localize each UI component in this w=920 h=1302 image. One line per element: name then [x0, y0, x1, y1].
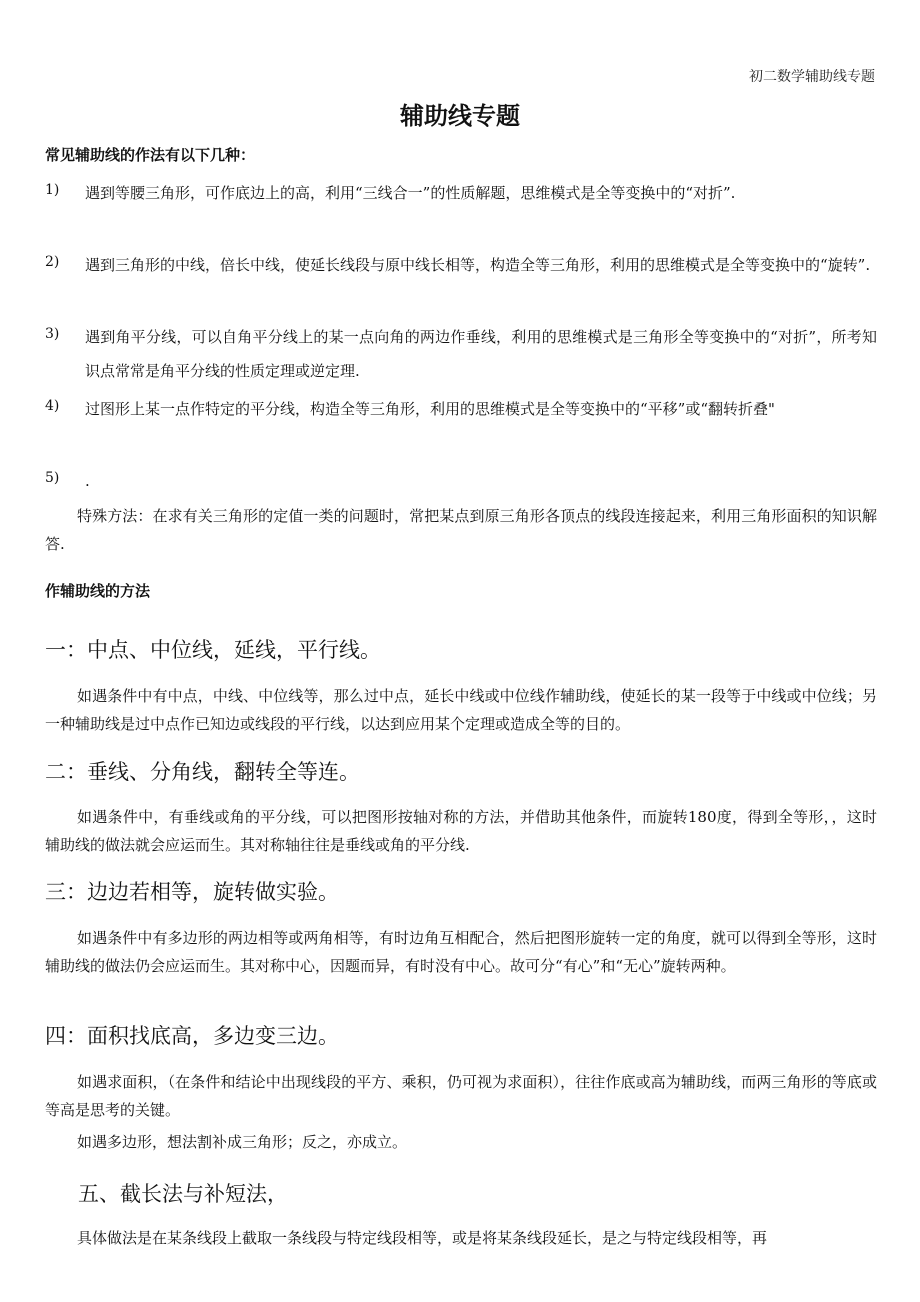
- list-text: 遇到三角形的中线，倍长中线，使延长线段与原中线长相等，构造全等三角形，利用的思维模式是全等变换中的“旋转”.: [85, 256, 871, 274]
- methods-heading: 作辅助线的方法: [45, 582, 151, 600]
- list-item: [45, 464, 877, 498]
- section-heading: 三：边边若相等，旋转做实验。: [45, 880, 339, 904]
- list-text: 遇到角平分线，可以自角平分线上的某一点向角的两边作垂线，利用的思维模式是三角形全等变换中的“对折”，所考知识点常常是角平分线的性质定理或逆定理.: [85, 328, 877, 380]
- section-paragraph: 具体做法是在某条线段上截取一条线段与特定线段相等，或是将某条线段延长，是之与特定线段相等，再: [77, 1229, 768, 1247]
- section-paragraph: 如遇求面积，（在条件和结论中出现线段的平方、乘积，仍可视为求面积），往往作底或高为辅助线，而两三角形的等底或等高是思考的关键。: [45, 1073, 877, 1119]
- list-text: .: [85, 472, 90, 490]
- section-heading: 四：面积找底高，多边变三边。: [45, 1024, 339, 1048]
- page-title: 辅助线专题: [400, 102, 520, 130]
- section-heading: 一：中点、中位线，延线，平行线。: [45, 638, 381, 662]
- section-heading: 五、截长法与补短法，: [78, 1182, 288, 1206]
- list-number: 1): [45, 182, 60, 198]
- intro-heading: 常见辅助线的作法有以下几种：: [45, 146, 256, 164]
- special-method: 特殊方法：在求有关三角形的定值一类的问题时，常把某点到原三角形各顶点的线段连接起来，利用三角形面积的知识解答.: [45, 507, 877, 553]
- section-heading: 二：垂线、分角线，翻转全等连。: [45, 760, 360, 784]
- list-number: 2): [45, 254, 60, 270]
- list-item: [45, 320, 877, 388]
- section-paragraph: 如遇条件中有多边形的两边相等或两角相等，有时边角互相配合，然后把图形旋转一定的角度，就可以得到全等形，这时辅助线的做法仍会应运而生。其对称中心，因题而异，有时没有中心。故可分“有心”和“无心”旋转两种。: [45, 929, 877, 975]
- list-number: 3): [45, 326, 60, 342]
- list-item: [45, 392, 877, 426]
- list-item: [45, 176, 877, 210]
- list-number: 4): [45, 398, 60, 414]
- page-header: 初二数学辅助线专题: [749, 69, 875, 85]
- section-paragraph: 如遇条件中，有垂线或角的平分线，可以把图形按轴对称的方法，并借助其他条件，而旋转180度，得到全等形，，这时辅助线的做法就会应运而生。其对称轴往往是垂线或角的平分线.: [45, 808, 877, 854]
- list-item: [45, 248, 877, 282]
- list-text: 过图形上某一点作特定的平分线，构造全等三角形，利用的思维模式是全等变换中的“平移”或“翻转折叠": [85, 400, 775, 418]
- list-number: 5): [45, 470, 60, 486]
- list-text: 遇到等腰三角形，可作底边上的高，利用“三线合一”的性质解题，思维模式是全等变换中的“对折”.: [85, 184, 736, 202]
- section-paragraph: 如遇条件中有中点，中线、中位线等，那么过中点，延长中线或中位线作辅助线，使延长的某一段等于中线或中位线；另一种辅助线是过中点作已知边或线段的平行线，以达到应用某个定理或造成全等的目的。: [45, 687, 877, 733]
- section-paragraph: 如遇多边形，想法割补成三角形；反之，亦成立。: [77, 1133, 408, 1151]
